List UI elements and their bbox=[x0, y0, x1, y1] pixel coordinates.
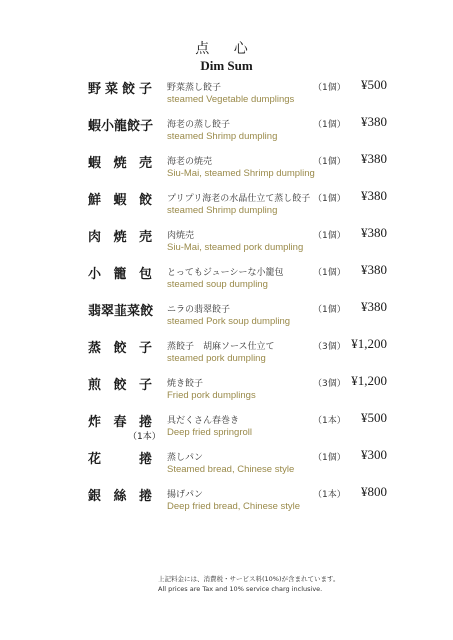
menu-item-name bbox=[88, 263, 152, 282]
menu-item-name bbox=[88, 485, 152, 504]
menu-item-name-char: 蝦 bbox=[88, 156, 102, 171]
menu-item-name bbox=[88, 226, 152, 245]
menu-item-name bbox=[88, 448, 152, 467]
menu-item bbox=[0, 113, 453, 150]
menu-item bbox=[0, 261, 453, 298]
menu-title-en: Dim Sum bbox=[200, 58, 253, 73]
menu-item bbox=[0, 76, 453, 113]
menu-item bbox=[0, 446, 453, 483]
footer-note-jp: 上記料金には、消費税・サービス料(10%)が含まれています。 bbox=[158, 575, 340, 583]
menu-item-name-char: 焼 bbox=[113, 230, 127, 245]
menu-item-price: ¥380 bbox=[361, 299, 387, 314]
menu-item-name-char: 子 bbox=[140, 119, 154, 134]
menu-item-price: ¥500 bbox=[361, 410, 387, 425]
menu-item-name bbox=[88, 115, 152, 134]
menu-item-qty: （1個） bbox=[313, 157, 346, 167]
menu-item-desc-jp: 海老の焼売 bbox=[167, 157, 213, 167]
menu-item-qty: （1個） bbox=[313, 268, 346, 278]
menu-item-name-sub: （1本） bbox=[128, 432, 161, 442]
menu-item-qty: （1個） bbox=[313, 231, 346, 241]
menu-item-qty: （1個） bbox=[313, 453, 346, 463]
menu-item-name-char: 捲 bbox=[138, 415, 152, 430]
menu-item bbox=[0, 335, 453, 372]
menu-item-name-char: 翡 bbox=[88, 304, 102, 319]
menu-item-price: ¥380 bbox=[361, 151, 387, 166]
menu-item-name-char: 野 bbox=[88, 82, 102, 97]
menu-item-qty: （1個） bbox=[313, 120, 346, 130]
menu-item-desc-jp: 海老の蒸し餃子 bbox=[167, 120, 231, 130]
menu-item-desc-en: Steamed bread, Chinese style bbox=[167, 464, 295, 475]
menu-item bbox=[0, 224, 453, 261]
menu-item bbox=[0, 298, 453, 335]
menu-item-name bbox=[88, 411, 152, 430]
menu-item-name bbox=[88, 300, 152, 319]
menu-item-price: ¥300 bbox=[361, 447, 387, 462]
menu-item-name-char: 子 bbox=[138, 341, 152, 356]
menu-item-qty: （1個） bbox=[313, 305, 346, 315]
menu-item bbox=[0, 409, 453, 446]
menu-title-jp: 点 心 bbox=[195, 41, 258, 57]
menu-item-name-char: 餃 bbox=[140, 304, 154, 319]
menu-item-desc-jp: 蒸しパン bbox=[167, 453, 204, 463]
menu-item-name-char: 売 bbox=[138, 156, 152, 171]
menu-item-desc-en: steamed Shrimp dumpling bbox=[167, 131, 278, 142]
menu-item-name-char: 絲 bbox=[113, 489, 127, 504]
menu-item-name-char: 春 bbox=[113, 415, 127, 430]
menu-item-desc-en: Fried pork dumplings bbox=[167, 390, 256, 401]
menu-item-name-char: 捲 bbox=[138, 489, 152, 504]
menu-item-name-char: 子 bbox=[138, 82, 152, 97]
menu-item-name-char: 捲 bbox=[138, 452, 152, 467]
menu-item-name bbox=[88, 337, 152, 356]
menu-item-qty: （1本） bbox=[313, 416, 346, 426]
menu-item-name-char: 菜 bbox=[127, 304, 141, 319]
menu-item-name-char: 包 bbox=[138, 267, 152, 282]
menu-item-name-char: 菜 bbox=[104, 82, 118, 97]
menu-item-desc-en: Siu-Mai, steamed pork dumpling bbox=[167, 242, 304, 253]
menu-list bbox=[0, 76, 453, 520]
menu-item-name-char: 鮮 bbox=[88, 193, 102, 208]
menu-item-name-char: 龍 bbox=[114, 119, 128, 134]
menu-item-name-char: 蒸 bbox=[88, 341, 102, 356]
menu-item bbox=[0, 483, 453, 520]
menu-item-name-char: 炸 bbox=[88, 415, 102, 430]
menu-item-desc-jp: 焼き餃子 bbox=[167, 379, 204, 389]
menu-item bbox=[0, 150, 453, 187]
menu-item-desc-jp: ニラの翡翠餃子 bbox=[167, 305, 231, 315]
menu-item bbox=[0, 372, 453, 409]
menu-item-name-char: 銀 bbox=[88, 489, 102, 504]
menu-item-price: ¥1,200 bbox=[351, 373, 387, 388]
menu-item-desc-en: steamed Shrimp dumpling bbox=[167, 205, 278, 216]
menu-item-name-char: 籠 bbox=[113, 267, 127, 282]
menu-item-name-char: 餃 bbox=[138, 193, 152, 208]
menu-item-name-char: 餃 bbox=[121, 82, 135, 97]
menu-item-desc-jp: 具だくさん春巻き bbox=[167, 416, 240, 426]
menu-item-name-char: 焼 bbox=[113, 156, 127, 171]
menu-item-price: ¥380 bbox=[361, 188, 387, 203]
menu-item-name-char: 肉 bbox=[88, 230, 102, 245]
menu-item-price: ¥380 bbox=[361, 262, 387, 277]
menu-item-desc-en: Siu-Mai, steamed Shrimp dumpling bbox=[167, 168, 315, 179]
menu-item-qty: （3個） bbox=[313, 342, 346, 352]
menu-item-name-char: 小 bbox=[101, 119, 115, 134]
menu-item-price: ¥380 bbox=[361, 114, 387, 129]
menu-item-desc-jp: 揚げパン bbox=[167, 490, 204, 500]
menu-item-name bbox=[88, 189, 152, 208]
menu-item-name-char: 餃 bbox=[113, 341, 127, 356]
menu-item-qty: （1個） bbox=[313, 83, 346, 93]
menu-item-name-char: 翠 bbox=[101, 304, 115, 319]
menu-item-desc-jp: プリプリ海老の水晶仕立て蒸し餃子 bbox=[167, 194, 311, 204]
menu-item-name-char: 餃 bbox=[127, 119, 141, 134]
menu-item-name-char: 子 bbox=[138, 378, 152, 393]
menu-item-price: ¥500 bbox=[361, 77, 387, 92]
menu-item-desc-en: steamed soup dumpling bbox=[167, 279, 268, 290]
menu-item-price: ¥800 bbox=[361, 484, 387, 499]
menu-item-desc-en: Deep fried springroll bbox=[167, 427, 253, 438]
menu-item-price: ¥1,200 bbox=[351, 336, 387, 351]
menu-item-name-char: 花 bbox=[88, 452, 102, 467]
menu-item-name-char: 蝦 bbox=[88, 119, 102, 134]
menu-item-desc-en: Deep fried bread, Chinese style bbox=[167, 501, 301, 512]
menu-item-qty: （1個） bbox=[313, 194, 346, 204]
menu-item-desc-jp: 野菜蒸し餃子 bbox=[167, 83, 222, 93]
menu-item-qty: （3個） bbox=[313, 379, 346, 389]
menu-item-desc-jp: 蒸餃子 胡麻ソース仕立て bbox=[167, 342, 275, 352]
menu-item-name bbox=[88, 152, 152, 171]
footer-note bbox=[158, 574, 340, 594]
footer-note-en: All prices are Tax and 10% service charg inclusive. bbox=[158, 585, 323, 593]
menu-item-name bbox=[88, 374, 152, 393]
menu-item-desc-jp: とってもジューシーな小籠包 bbox=[167, 268, 284, 278]
menu-item-desc-en: steamed Pork soup dumpling bbox=[167, 316, 291, 327]
menu-item-desc-en: steamed Vegetable dumplings bbox=[167, 94, 295, 105]
menu-item-qty: （1本） bbox=[313, 490, 346, 500]
menu-item-name-char: 韮 bbox=[114, 304, 128, 319]
menu-item-name-char: 売 bbox=[138, 230, 152, 245]
menu-item bbox=[0, 187, 453, 224]
menu-item-name bbox=[88, 78, 152, 97]
menu-item-name-char: 煎 bbox=[88, 378, 102, 393]
menu-item-name-char: 小 bbox=[88, 267, 102, 282]
menu-item-name-char: 餃 bbox=[113, 378, 127, 393]
menu-item-price: ¥380 bbox=[361, 225, 387, 240]
menu-item-desc-jp: 肉焼売 bbox=[167, 231, 195, 241]
menu-item-desc-en: steamed pork dumpling bbox=[167, 353, 266, 364]
menu-item-name-char: 蝦 bbox=[113, 193, 127, 208]
